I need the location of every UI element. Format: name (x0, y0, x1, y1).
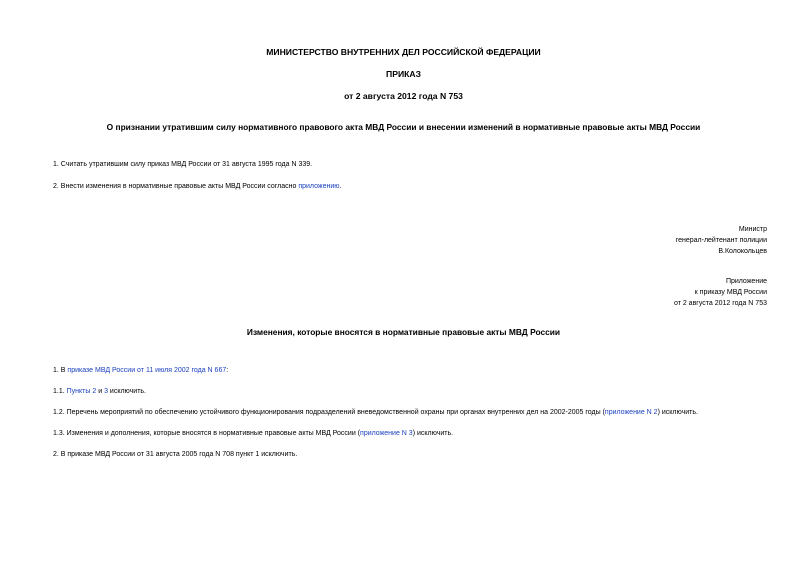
appendix-item-2: 2. В приказе МВД России от 31 августа 2005 года N 708 пункт 1 исключить. (53, 451, 298, 458)
ministry-heading: МИНИСТЕРСТВО ВНУТРЕННИХ ДЕЛ РОССИЙСКОЙ ФЕДЕРАЦИИ (266, 47, 541, 57)
appendix-link[interactable]: приложению (298, 183, 340, 190)
item-1-3-text: 1.3. Изменения и дополнения, которые вносятся в нормативные правовые акты МВД России ( (53, 430, 361, 437)
signature-block (676, 224, 767, 257)
appendix-ref-line1: Приложение (725, 278, 767, 285)
appendix-2-link[interactable]: приложение N 2 (604, 409, 658, 416)
doc-title: О признании утратившим силу нормативного правового акта МВД России и внесении изменений в нормативные правовые акты МВД России (106, 122, 701, 132)
point-3-link[interactable]: 3 (104, 388, 108, 395)
signature-position: Министр (738, 226, 767, 233)
item-1-1-text: 1.1. (53, 388, 67, 395)
item-1-end: : (226, 367, 229, 374)
appendix-ref-line3: от 2 августа 2012 года N 753 (673, 300, 767, 307)
item-1-1-mid: и (96, 388, 105, 395)
signature-rank: генерал-лейтенант полиции (675, 237, 767, 244)
appendix-reference (674, 276, 767, 309)
appendix-item-1-2 (53, 409, 698, 416)
item-1-1-end: исключить. (107, 388, 147, 395)
order-667-link[interactable]: приказе МВД России от 11 июля 2002 года N 667 (67, 367, 227, 374)
appendix-3-link[interactable]: приложение N 3 (360, 430, 413, 437)
paragraph-1: 1. Считать утратившим силу приказ МВД России от 31 августа 1995 года N 339. (53, 161, 313, 168)
appendix-ref-line2: к приказу МВД России (694, 289, 767, 296)
appendix-item-1-3 (53, 430, 453, 437)
appendix-item-1 (53, 367, 228, 374)
doc-date-heading: от 2 августа 2012 года N 753 (344, 91, 463, 101)
item-1-text: 1. В (53, 367, 68, 374)
item-1-2-end: ) исключить. (657, 409, 698, 416)
item-1-2-text: 1.2. Перечень мероприятий по обеспечению устойчивого функционирования подразделений вневедомственной охраны при органах внутренних дел на 2002-2005 годы ( (53, 409, 605, 416)
item-1-3-end: ) исключить. (412, 430, 454, 437)
paragraph-2 (53, 183, 341, 190)
appendix-title: Изменения, которые вносятся в нормативные правовые акты МВД России (246, 327, 561, 337)
points-2-link[interactable]: Пункты 2 (66, 388, 97, 395)
appendix-item-1-1 (53, 388, 146, 395)
paragraph-2-end: . (339, 183, 342, 190)
doc-type-heading: ПРИКАЗ (386, 69, 421, 79)
paragraph-2-text: 2. Внести изменения в нормативные правовые акты МВД России согласно (53, 183, 299, 190)
signature-name: В.Колокольцев (718, 248, 767, 255)
